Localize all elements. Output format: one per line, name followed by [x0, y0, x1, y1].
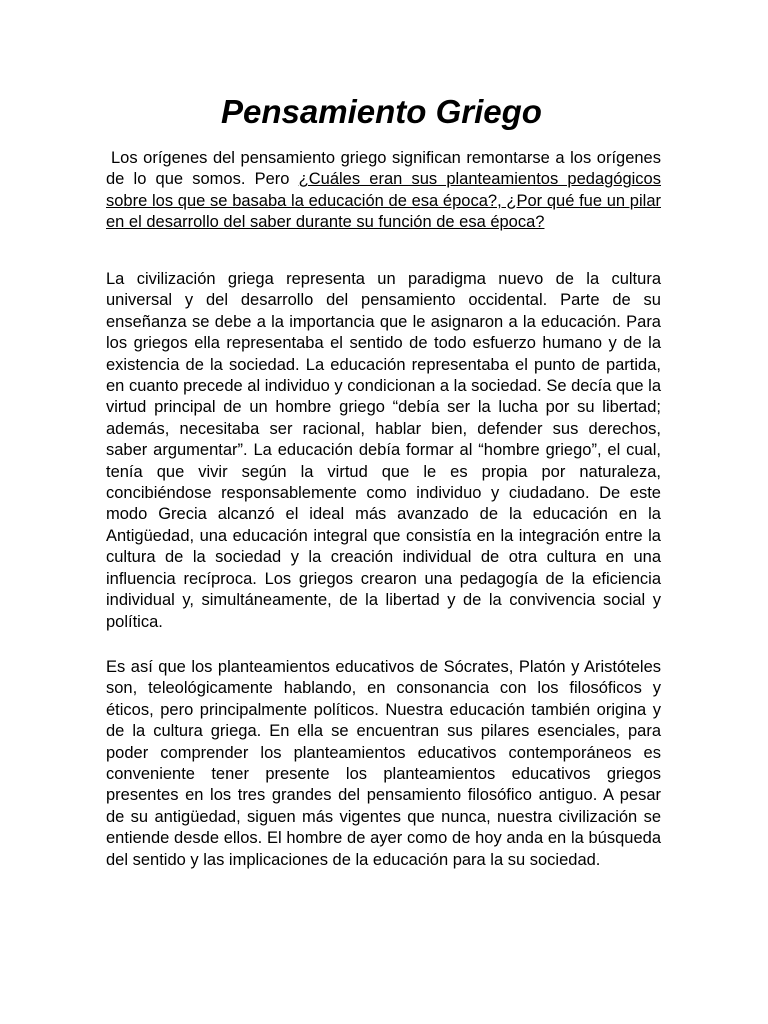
body-paragraph-1: La civilización griega representa un paradigma nuevo de la cultura universal y del desarrollo del pensamiento occidental. Parte de su enseñanza se debe a la importancia que le asignaron a la educación. Para los griegos ella representaba el sentido de todo esfuerzo humano y de la existencia de la sociedad. La educación representaba el punto de partida, en cuanto precede al individuo y condicionan a la sociedad. Se decía que la virtud principal de un hombre griego “debía ser la lucha por su libertad; además, necesitaba ser racional, hablar bien, defender sus derechos, saber argumentar”. La educación debía formar al “hombre griego”, el cual, tenía que vivir según la virtud que le es propia por naturaleza, concibiéndose responsablemente como individuo y ciudadano. De este modo Grecia alcanzó el ideal más avanzado de la educación en la Antigüedad, una educación integral que consistía en la integración entre la cultura de la sociedad y la creación individual de otra cultura en una influencia recíproca. Los griegos crearon una pedagogía de la eficiencia individual y, simultáneamente, de la libertad y de la convivencia social y política.	[106, 270, 661, 631]
intro-plain-text: Los orígenes del pensamiento griego significan remontarse a los orígenes de lo que somos. Pero	[106, 149, 661, 189]
intro-underlined-questions: ¿Cuáles eran sus planteamientos pedagógicos sobre los que se basaba la educación de esa época?, ¿Por qué fue un pilar en el desarrollo del saber durante su función de esa época?	[106, 170, 661, 232]
intro-paragraph	[106, 148, 661, 234]
document-title: Pensamiento Griego	[221, 93, 542, 130]
body-paragraph-2: Es así que los planteamientos educativos de Sócrates, Platón y Aristóteles son, teleológicamente hablando, en consonancia con los filosóficos y éticos, pero principalmente políticos. Nuestra educación también origina y de la cultura griega. En ella se encuentran sus pilares esenciales, para poder comprender los planteamientos educativos contemporáneos es conveniente tener presente los planteamientos educativos griegos presentes en los tres grandes del pensamiento filosófico antiguo. A pesar de su antigüedad, siguen más vigentes que nunca, nuestra civilización se entiende desde ellos. El hombre de ayer como de hoy anda en la búsqueda del sentido y las implicaciones de la educación para la su sociedad.	[106, 658, 661, 869]
